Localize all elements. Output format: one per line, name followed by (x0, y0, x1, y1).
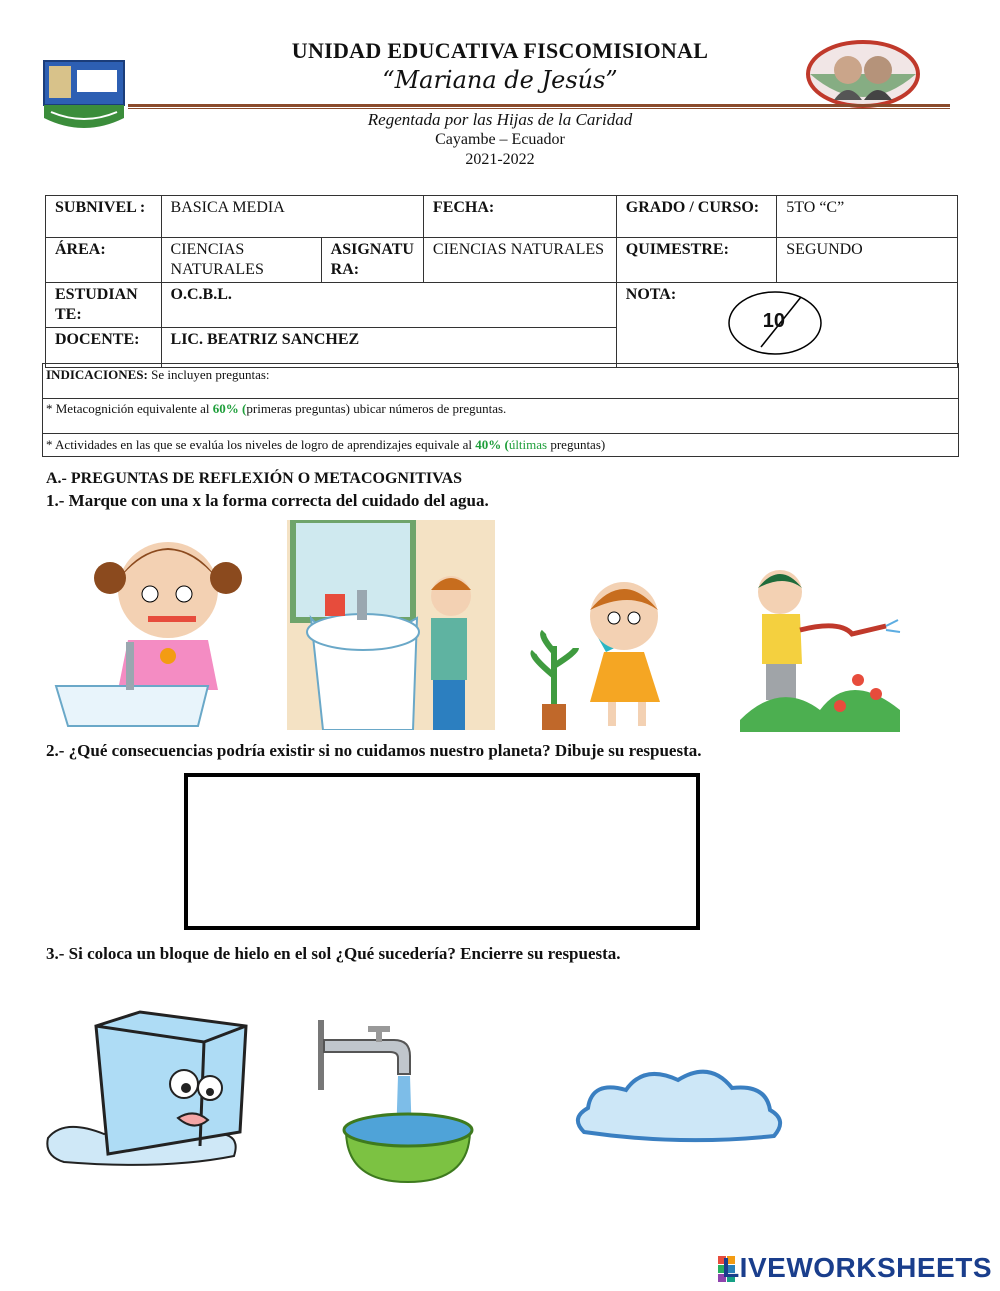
indication-1-rest: primeras preguntas) ubicar números de preguntas. (246, 401, 507, 416)
estudiante-label: ESTUDIAN TE: (46, 283, 162, 328)
asignatura-value: CIENCIAS NATURALES (423, 238, 616, 283)
indication-1-percent: 60% ( (212, 401, 247, 416)
indication-2-rest: preguntas) (547, 437, 606, 452)
indication-metacognition (42, 398, 959, 434)
docente-label: DOCENTE: (46, 328, 162, 368)
asignatura-label: ASIGNATU RA: (321, 238, 423, 283)
liveworksheets-brand: LIVEWORKSHEETS (722, 1252, 992, 1283)
indications-text: Se incluyen preguntas: (147, 367, 270, 382)
area-value: CIENCIAS NATURALES (161, 238, 321, 283)
school-year: 2021-2022 (465, 151, 535, 168)
regent-line: Regentada por las Hijas de la Caridad (367, 110, 633, 129)
nota-cell (616, 283, 957, 368)
melting-ice-cube-image[interactable] (44, 1008, 254, 1168)
subnivel-value: BASICA MEDIA (161, 196, 423, 238)
quimestre-value: SEGUNDO (777, 238, 958, 283)
school-subtitle: “Mariana de Jesús” (382, 66, 618, 94)
subnivel-label: SUBNIVEL : (46, 196, 162, 238)
nota-label: NOTA: (625, 286, 677, 303)
girl-watering-plant-image[interactable] (510, 556, 728, 734)
docente-value: LIC. BEATRIZ SANCHEZ (161, 328, 616, 368)
info-table (45, 195, 958, 368)
boy-washing-hands-image[interactable] (287, 520, 495, 730)
estudiante-value: O.C.B.L. (161, 283, 616, 328)
indications-title: INDICACIONES: (46, 367, 148, 382)
place-line: Cayambe – Ecuador (435, 131, 565, 148)
question-2: 2.- ¿Qué consecuencias podría existir si no cuidamos nuestro planeta? Dibuje su respuesta. (46, 741, 702, 760)
faucet-water-basin-image[interactable] (284, 1010, 544, 1186)
indication-1-text: * Metacognición equivalente al (46, 401, 213, 416)
indication-activities (42, 433, 959, 457)
cloud-image[interactable] (570, 1058, 790, 1150)
fecha-label: FECHA: (423, 196, 616, 238)
drawing-answer-box[interactable] (184, 773, 700, 930)
girl-watering-garden-image[interactable] (740, 560, 902, 732)
nota-value: 10 (762, 310, 786, 332)
school-name: UNIDAD EDUCATIVA FISCOMISIONAL (291, 38, 709, 63)
section-a-title: A.- PREGUNTAS DE REFLEXIÓN O METACOGNITIVAS (46, 470, 463, 487)
grado-value: 5TO “C” (777, 196, 958, 238)
indication-2-text: * Actividades en las que se evalúa los niveles de logro de aprendizajes equivale al (46, 437, 476, 452)
indications-row (42, 363, 959, 399)
girl-brushing-teeth-image[interactable] (48, 520, 270, 732)
grado-label: GRADO / CURSO: (616, 196, 777, 238)
header-rule-thin (128, 108, 950, 109)
indication-2-green: últimas (508, 437, 548, 452)
area-label: ÁREA: (46, 238, 162, 283)
header-rule (128, 104, 950, 107)
indication-2-percent: 40% ( (475, 437, 509, 452)
quimestre-label: QUIMESTRE: (616, 238, 777, 283)
question-3: 3.- Si coloca un bloque de hielo en el sol ¿Qué sucedería? Encierre su respuesta. (46, 944, 621, 963)
question-1: 1.- Marque con una x la forma correcta del cuidado del agua. (46, 491, 489, 510)
